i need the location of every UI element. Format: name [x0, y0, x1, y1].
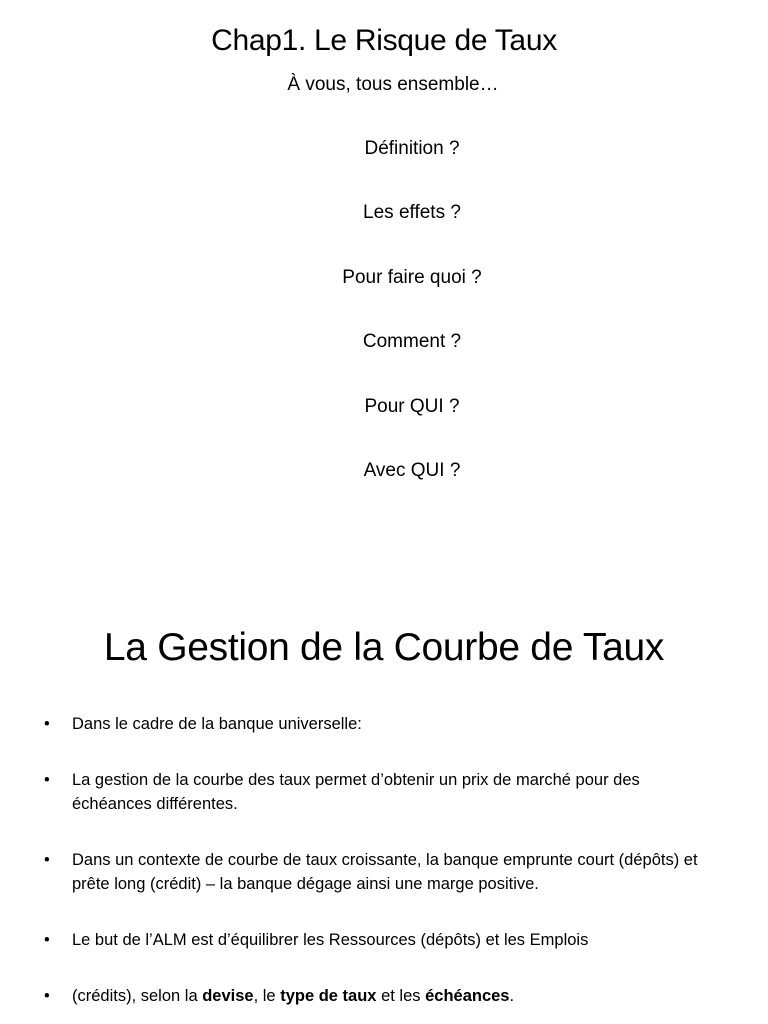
slide-2-title: La Gestion de la Courbe de Taux	[103, 626, 665, 669]
question-pour-faire-quoi: Pour faire quoi ?	[342, 267, 482, 288]
slide-1-subtitle: À vous, tous ensemble…	[287, 74, 499, 95]
bullet-icon: •	[44, 851, 50, 869]
list-item	[44, 848, 724, 896]
question-avec-qui: Avec QUI ?	[363, 460, 461, 481]
bullet-text: Dans le cadre de la banque universelle:	[72, 715, 362, 733]
list-item	[44, 712, 724, 736]
bullet-text: Le but de l’ALM est d’équilibrer les Ressources (dépôts) et les Emplois	[72, 931, 589, 949]
slide-2	[0, 600, 768, 1024]
bold-echeances: échéances	[425, 987, 510, 1005]
bullet-icon: •	[44, 771, 50, 789]
list-item	[44, 984, 724, 1008]
bullet-icon: •	[44, 931, 50, 949]
slide-1-title: Chap1. Le Risque de Taux	[211, 24, 557, 57]
list-item	[44, 928, 724, 952]
question-comment: Comment ?	[362, 331, 462, 352]
question-pour-qui: Pour QUI ?	[364, 396, 460, 417]
bullet-icon: •	[44, 987, 50, 1005]
bullet-text: (crédits), selon la devise, le type de taux et les échéances.	[72, 987, 515, 1005]
bold-devise: devise	[202, 987, 254, 1005]
bullet-text: Dans un contexte de courbe de taux croissante, la banque emprunte court (dépôts) et prête long (crédit) – la banque dégage ainsi une marge positive.	[72, 851, 698, 893]
bold-type-de-taux: type de taux	[280, 987, 377, 1005]
bullet-icon: •	[44, 715, 50, 733]
list-item	[44, 768, 724, 816]
question-effets: Les effets ?	[363, 202, 461, 223]
question-definition: Définition ?	[364, 138, 460, 159]
bullet-text: La gestion de la courbe des taux permet d’obtenir un prix de marché pour des échéances différentes.	[72, 771, 640, 813]
